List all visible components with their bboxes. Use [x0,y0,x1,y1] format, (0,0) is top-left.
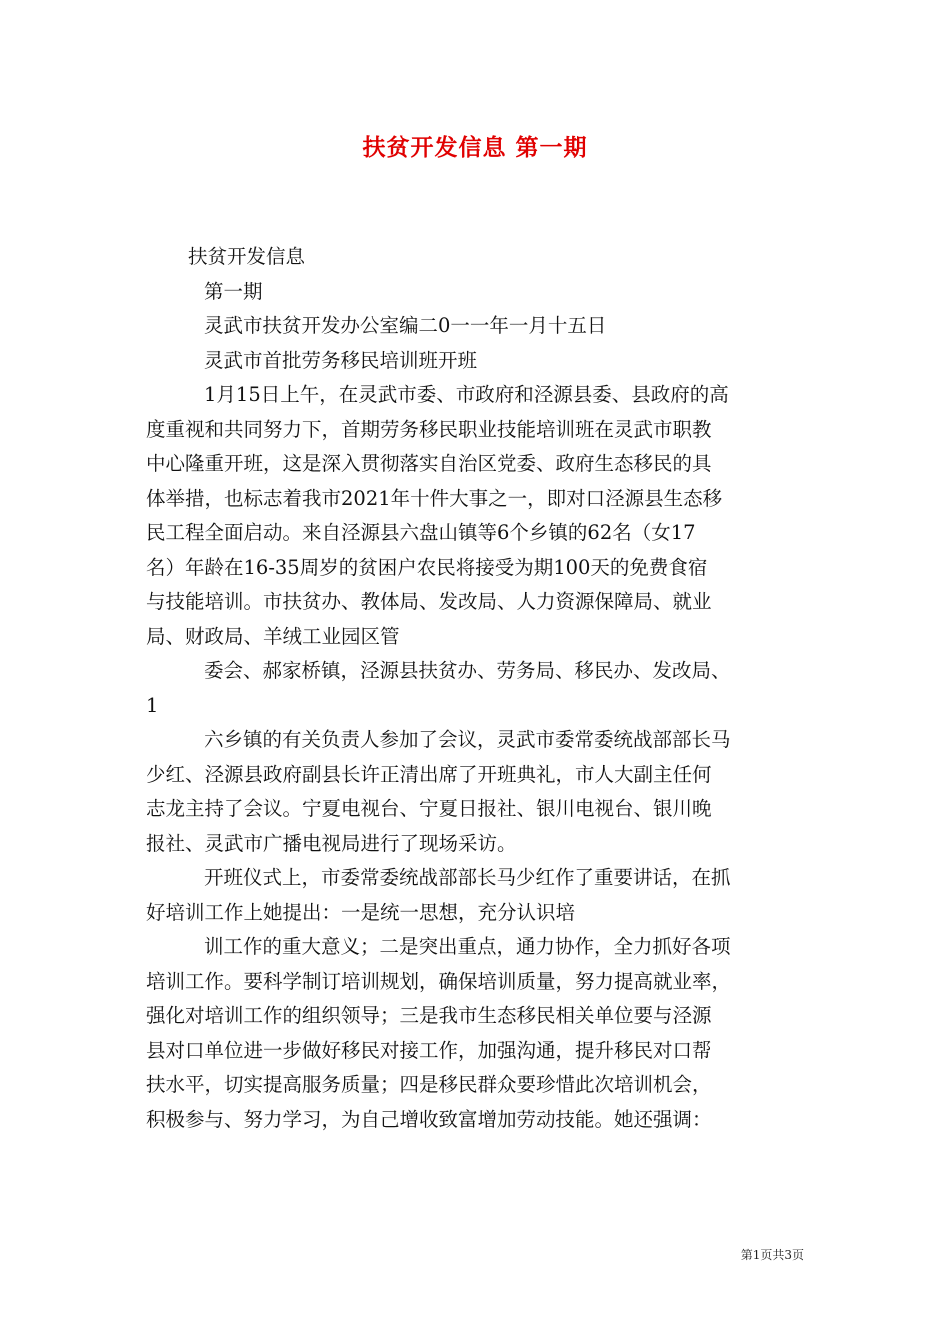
text-line: 灵武市首批劳务移民培训班开班 [204,348,478,372]
text-line: 体举措，也标志着我市2021年十件大事之一，即对口泾源县生态移 [146,486,723,510]
text-line: 县对口单位进一步做好移民对接工作，加强沟通，提升移民对口帮 [146,1038,712,1062]
text-line: 报社、灵武市广播电视局进行了现场采访。 [146,831,517,855]
text-line: 扶水平，切实提高服务质量；四是移民群众要珍惜此次培训机会， [146,1073,712,1096]
text-line: 名）年龄在16-35周岁的贫困户农民将接受为期100天的免费食宿 [146,555,708,579]
text-line: 中心隆重开班，这是深入贯彻落实自治区党委、政府生态移民的具 [146,452,712,475]
text-line: 民工程全面启动。来自泾源县六盘山镇等6个乡镇的62名（女17 [146,521,696,544]
text-line: 度重视和共同努力下，首期劳务移民职业技能培训班在灵武市职教 [146,417,712,441]
text-line: 积极参与、努力学习，为自己增收致富增加劳动技能。她还强调： [146,1107,712,1131]
page-number: 第1页共3页 [740,1248,804,1262]
text-line: 六乡镇的有关负责人参加了会议，灵武市委常委统战部部长马 [204,728,731,751]
text-line: 1 [146,693,159,717]
text-line: 训工作的重大意义；二是突出重点，通力协作，全力抓好各项 [204,935,731,958]
text-line: 委会、郝家桥镇，泾源县扶贫办、劳务局、移民办、发改局、 [204,659,731,682]
document-body [146,240,836,1137]
text-line: 第一期 [204,279,263,303]
text-line: 好培训工作上她提出：一是统一思想，充分认识培 [146,900,576,924]
text-line: 1月15日上午，在灵武市委、市政府和泾源县委、县政府的高 [204,383,729,406]
text-line: 培训工作。要科学制订培训规划，确保培训质量，努力提高就业率， [146,969,732,993]
text-line: 灵武市扶贫开发办公室编二0一一年一月十五日 [204,314,607,337]
text-line: 强化对培训工作的组织领导；三是我市生态移民相关单位要与泾源 [146,1004,712,1027]
text-line: 开班仪式上，市委常委统战部部长马少红作了重要讲话，在抓 [204,866,731,889]
text-line: 局、财政局、羊绒工业园区管 [146,624,400,648]
text-line: 扶贫开发信息 [188,245,306,268]
document-title: 扶贫开发信息 第一期 [362,135,588,161]
text-line: 与技能培训。市扶贫办、教体局、发改局、人力资源保障局、就业 [146,590,712,613]
text-line: 少红、泾源县政府副县长许正清出席了开班典礼，市人大副主任何 [146,762,712,786]
text-line: 志龙主持了会议。宁夏电视台、宁夏日报社、银川电视台、银川晚 [146,797,712,820]
